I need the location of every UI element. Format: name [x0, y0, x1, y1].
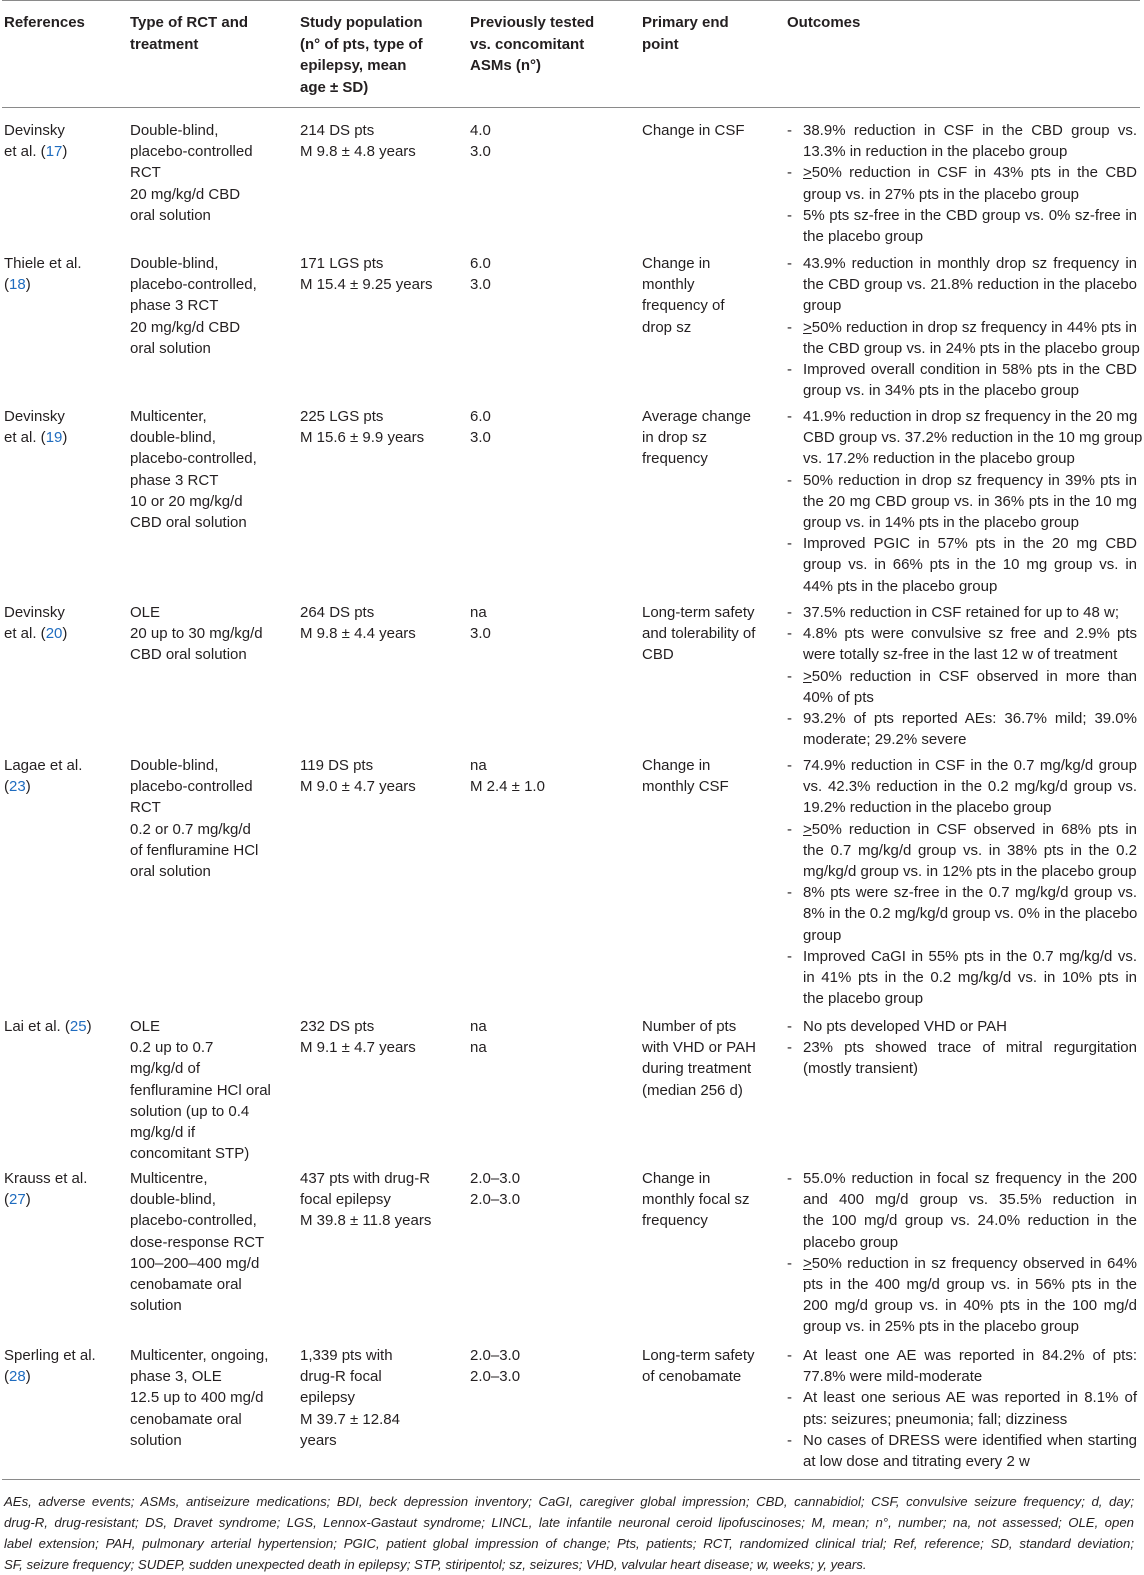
reference-line — [4, 274, 128, 295]
trial-type-line: Double-blind, — [130, 255, 219, 272]
asms-line: na — [470, 604, 487, 621]
trial-type-line: of fenfluramine HCl — [130, 841, 259, 859]
author-text: et al. ( — [4, 143, 46, 161]
study-population-line: 119 DS pts — [300, 757, 374, 774]
study-population-cell — [300, 253, 468, 295]
trial-type-line: double-blind, — [130, 429, 216, 447]
asms-line: 3.0 — [470, 429, 491, 447]
study-population-line: 1,339 pts with — [300, 1347, 393, 1364]
trial-type-line: double-blind, — [130, 1191, 216, 1209]
study-population-line: M 9.8 ± 4.8 years — [300, 143, 416, 161]
author-text: et al. ( — [4, 625, 46, 643]
outcome-line: group — [803, 926, 842, 944]
outcomes-cell — [787, 755, 1137, 1009]
citation-number: 25 — [69, 1018, 87, 1035]
primary-end-point-line: Long-term safety — [642, 604, 755, 621]
outcome-line: group vs. in 27% pts in the placebo group — [803, 185, 1080, 203]
study-population-cell — [300, 1016, 468, 1058]
outcome-line: - 41.9% reduction in drop sz frequency in the 20 mg — [787, 406, 1137, 427]
outcome-line: group vs. in 14% pts in the placebo group — [803, 514, 1080, 532]
primary-end-point-line: frequency — [642, 1212, 708, 1230]
trial-type-line: Double-blind, — [130, 122, 219, 139]
outcome-line: the CBD group vs. in 24% pts in the placebo group — [803, 339, 1140, 357]
trial-type-line: dose-response RCT — [130, 1233, 265, 1251]
outcome-line: vs. 42.3% reduction in the 0.2 mg/kg/d group vs. — [803, 778, 1137, 796]
reference-cell — [4, 253, 128, 295]
outcomes-cell — [787, 1345, 1137, 1472]
author-text: Thiele et al. — [4, 255, 82, 272]
header-line: Study population — [300, 14, 423, 31]
trial-type-line: CBD oral solution — [130, 514, 247, 532]
ge-symbol: > — [803, 1254, 812, 1272]
outcome-line: pts: seizures; pneumonia; fall; dizziness — [803, 1410, 1068, 1428]
trial-type-line: 0.2 or 0.7 mg/kg/d — [130, 820, 251, 838]
asms-cell — [470, 1345, 640, 1387]
asms-cell — [470, 1016, 640, 1058]
outcome-line: - At least one serious AE was reported in 8.1% of — [787, 1387, 1137, 1408]
study-population-line: M 15.4 ± 9.25 years — [300, 276, 433, 294]
asms-cell — [470, 253, 640, 295]
outcome-line: - 23% pts showed trace of mitral regurgitation — [787, 1037, 1137, 1058]
outcome-line: 13.3% in reduction in the placebo group — [803, 143, 1068, 161]
outcome-line: were totally sz-free in the last 12 w of treatment — [803, 646, 1118, 664]
primary-end-point-cell — [642, 253, 785, 338]
asms-line: 6.0 — [470, 408, 491, 425]
trial-type-cell — [130, 1016, 298, 1164]
reference-cell — [4, 1168, 128, 1210]
reference-cell — [4, 120, 128, 162]
outcome-line: - >50% reduction in CSF in 43% pts in the CBD — [787, 162, 1137, 183]
reference-line — [4, 141, 128, 162]
trial-type-cell — [130, 755, 298, 882]
trial-type-line: Double-blind, — [130, 757, 219, 774]
outcome-line: group vs. in 34% pts in the placebo group — [803, 382, 1080, 400]
header-line: age ± SD) — [300, 78, 369, 96]
trial-type-line: cenobamate oral — [130, 1410, 242, 1428]
trial-type-line: placebo-controlled, — [130, 1212, 257, 1230]
primary-end-point-line: monthly — [642, 276, 695, 294]
header-line: treatment — [130, 35, 199, 53]
trial-type-line: Multicenter, — [130, 408, 207, 425]
reference-line — [4, 406, 128, 427]
study-population-line: focal epilepsy — [300, 1191, 391, 1209]
reference-line — [4, 755, 128, 776]
outcome-line: - Improved CaGI in 55% pts in the 0.7 mg/kg/d vs. — [787, 946, 1137, 967]
author-text: Devinsky — [4, 122, 65, 139]
primary-end-point-line: Change in — [642, 757, 711, 774]
primary-end-point-cell — [642, 406, 785, 470]
footnote-line: AEs, adverse events; ASMs, antiseizure medications; BDI, beck depression inventory; CaGI, caregiver global impression; CBD, cannabidiol; CSF, convulsive seizure frequency; d, day; — [4, 1494, 1134, 1509]
outcome-line: 200 mg/d group vs. in 40% pts in the 100 mg/d — [803, 1297, 1137, 1315]
trial-type-line: 10 or 20 mg/kg/d — [130, 492, 243, 510]
table-footnote — [4, 1491, 1134, 1575]
reference-cell — [4, 1016, 128, 1037]
outcome-line: CBD group vs. 37.2% reduction in the 10 mg group — [803, 429, 1143, 447]
primary-end-point-line: monthly focal sz — [642, 1191, 750, 1209]
study-population-line: years — [300, 1431, 337, 1449]
trial-type-line: Multicenter, ongoing, — [130, 1347, 269, 1364]
primary-end-point-cell — [642, 1016, 785, 1101]
primary-end-point-line: in drop sz — [642, 429, 708, 447]
citation-number: 19 — [45, 429, 63, 447]
study-population-cell — [300, 406, 468, 448]
outcome-line: 8% in the 0.2 mg/kg/d group vs. 0% in the placebo — [803, 905, 1138, 923]
outcome-line: - >50% reduction in drop sz frequency in 44% pts in — [787, 317, 1137, 338]
primary-end-point-line: Average change — [642, 408, 751, 425]
reference-line — [4, 1168, 128, 1189]
study-population-line: drug-R focal — [300, 1368, 382, 1386]
trial-type-line: concomitant STP) — [130, 1145, 250, 1163]
table-bottom-rule — [2, 1479, 1140, 1480]
primary-end-point-line: and tolerability of — [642, 625, 756, 643]
outcome-line: vs. 17.2% reduction in the placebo group — [803, 450, 1075, 468]
outcome-line: the CBD group vs. 21.8% reduction in the placebo — [803, 276, 1137, 294]
outcome-line: - 93.2% of pts reported AEs: 36.7% mild; 39.0% — [787, 708, 1137, 729]
primary-end-point-line: frequency — [642, 450, 708, 468]
primary-end-point-line: (median 256 d) — [642, 1081, 743, 1099]
trial-type-line: OLE — [130, 604, 161, 621]
primary-end-point-cell — [642, 1345, 785, 1387]
study-population-line: 214 DS pts — [300, 122, 375, 139]
trial-type-line: solution — [130, 1297, 182, 1315]
outcome-line: - Improved overall condition in 58% pts in the CBD — [787, 359, 1137, 380]
trial-type-line: oral solution — [130, 863, 211, 881]
reference-line — [4, 602, 128, 623]
primary-end-point-cell — [642, 755, 785, 797]
asms-line: 3.0 — [470, 276, 491, 294]
trial-type-line: 0.2 up to 0.7 — [130, 1039, 214, 1057]
asms-cell — [470, 406, 640, 448]
primary-end-point-cell — [642, 120, 785, 141]
primary-end-point-line: CBD — [642, 646, 674, 664]
author-text: ) — [25, 1368, 31, 1386]
outcome-line: - 55.0% reduction in focal sz frequency in the 200 — [787, 1168, 1137, 1189]
footnote-line: SF, seizure frequency; SUDEP, sudden unexpected death in epilepsy; STP, stiripentol; sz, seizures; VHD, valvular heart disease; w, weeks; y, years. — [4, 1557, 867, 1572]
author-text: Devinsky — [4, 408, 65, 425]
trial-type-line: solution — [130, 1431, 182, 1449]
author-text: ( — [4, 1368, 9, 1386]
primary-end-point-line: Number of pts — [642, 1018, 737, 1035]
author-text: ) — [62, 625, 68, 643]
primary-end-point-line: frequency of — [642, 297, 725, 315]
trial-type-line: 20 mg/kg/d CBD — [130, 185, 241, 203]
trial-type-line: solution (up to 0.4 — [130, 1102, 250, 1120]
author-text: ) — [25, 778, 31, 796]
asms-line: na — [470, 1039, 487, 1057]
outcome-line: - 50% reduction in drop sz frequency in 39% pts in — [787, 470, 1137, 491]
author-text: ) — [62, 143, 68, 161]
trial-type-cell — [130, 120, 298, 226]
trial-type-cell — [130, 406, 298, 533]
primary-end-point-cell — [642, 602, 785, 666]
primary-end-point-line: Change in — [642, 1170, 711, 1187]
author-text: ( — [4, 1191, 9, 1209]
outcome-line: - Improved PGIC in 57% pts in the 20 mg CBD — [787, 533, 1137, 554]
primary-end-point-line: monthly CSF — [642, 778, 729, 796]
asms-line: 2.0–3.0 — [470, 1170, 521, 1187]
citation-number: 20 — [45, 625, 63, 643]
header-line: epilepsy, mean — [300, 57, 407, 74]
asms-line: 3.0 — [470, 143, 491, 161]
trial-type-cell — [130, 253, 298, 359]
reference-line — [4, 253, 128, 274]
outcome-line: - >50% reduction in sz frequency observed in 64% — [787, 1253, 1137, 1274]
asms-cell — [470, 1168, 640, 1210]
header-line: (n° of pts, type of — [300, 35, 423, 53]
study-population-cell — [300, 602, 468, 644]
reference-line — [4, 776, 128, 797]
author-text: ( — [4, 276, 9, 294]
header-reference — [4, 12, 128, 34]
outcome-line: the placebo group — [803, 990, 924, 1008]
outcome-line: - 43.9% reduction in monthly drop sz frequency in — [787, 253, 1137, 274]
reference-line — [4, 1016, 128, 1037]
citation-number: 23 — [9, 778, 26, 796]
outcome-line: 77.8% were mild-moderate — [803, 1368, 983, 1386]
trial-type-line: 100–200–400 mg/d — [130, 1254, 260, 1272]
outcome-line: 19.2% reduction in the placebo group — [803, 799, 1052, 817]
study-population-cell — [300, 755, 468, 797]
footnote-line: label extension; PAH, pulmonary arterial hypertension; PGIC, patient global impression of change; Pts, patients; RCT, randomized clinical trial; Ref, reference; SD, standard deviation; — [4, 1536, 1134, 1551]
trial-type-line: 20 up to 30 mg/kg/d — [130, 625, 263, 643]
primary-end-point-line: with VHD or PAH — [642, 1039, 756, 1057]
outcome-line: placebo group — [803, 1233, 899, 1251]
outcome-line: the placebo group — [803, 228, 924, 246]
study-population-line: M 39.8 ± 11.8 years — [300, 1212, 432, 1230]
primary-end-point-line: drop sz — [642, 318, 692, 336]
trial-type-line: CBD oral solution — [130, 646, 247, 664]
study-population-line: M 9.1 ± 4.7 years — [300, 1039, 416, 1057]
author-text: ( — [4, 778, 9, 796]
study-population-cell — [300, 1345, 468, 1451]
asms-cell — [470, 120, 640, 162]
study-population-cell — [300, 120, 468, 162]
author-text: ) — [25, 276, 31, 294]
outcomes-cell — [787, 253, 1140, 401]
study-population-line: M 9.8 ± 4.4 years — [300, 625, 416, 643]
trial-type-cell — [130, 1345, 298, 1451]
primary-end-point-line: of cenobamate — [642, 1368, 742, 1386]
study-population-cell — [300, 1168, 468, 1232]
trial-type-line: 12.5 up to 400 mg/d — [130, 1389, 264, 1407]
footnote-line: drug-R, drug-resistant; DS, Dravet syndrome; LGS, Lennox-Gastaut syndrome; LINCL, late infantile neuronal ceroid lipofuscinoses; M, mean; n°, number; na, not assessed; OLE, open — [4, 1515, 1134, 1530]
ge-symbol: > — [803, 820, 812, 838]
asms-line: 6.0 — [470, 255, 491, 272]
trial-type-line: RCT — [130, 799, 161, 817]
table-top-rule — [2, 0, 1140, 1]
trial-type-line: placebo-controlled — [130, 143, 253, 161]
author-text: ) — [86, 1018, 92, 1035]
outcome-line: group — [803, 297, 842, 315]
header-asms — [470, 12, 640, 77]
author-text: Sperling et al. — [4, 1347, 96, 1364]
outcome-line: - 37.5% reduction in CSF retained for up to 48 w; — [787, 602, 1137, 623]
author-text: Devinsky — [4, 604, 65, 621]
reference-line — [4, 1189, 128, 1210]
reference-line — [4, 1366, 128, 1387]
study-population-line: M 39.7 ± 12.84 — [300, 1410, 400, 1428]
asms-cell — [470, 602, 640, 644]
trial-type-line: mg/kg/d of — [130, 1060, 201, 1078]
outcome-line: the 100 mg/d group vs. 24.0% reduction in the — [803, 1212, 1137, 1230]
header-line: Previously tested — [470, 14, 595, 31]
asms-line: 2.0–3.0 — [470, 1191, 521, 1209]
trial-type-line: mg/kg/d if — [130, 1124, 196, 1142]
study-population-line: M 15.6 ± 9.9 years — [300, 429, 425, 447]
outcomes-cell — [787, 1168, 1137, 1338]
reference-line — [4, 623, 128, 644]
outcome-line: - No pts developed VHD or PAH — [787, 1016, 1137, 1037]
author-text: et al. ( — [4, 429, 46, 447]
trial-type-line: RCT — [130, 164, 161, 182]
outcome-line: - 5% pts sz-free in the CBD group vs. 0% sz-free in — [787, 205, 1137, 226]
outcome-line: the 0.7 mg/kg/d group vs. in 38% pts in the 0.2 — [803, 841, 1137, 859]
study-population-line: M 9.0 ± 4.7 years — [300, 778, 416, 796]
ge-symbol: > — [803, 667, 812, 685]
header-line: ASMs (n°) — [470, 57, 541, 74]
asms-line: M 2.4 ± 1.0 — [470, 778, 545, 796]
author-text: Lai et al. ( — [4, 1018, 70, 1035]
outcome-line: the 20 mg CBD group vs. in 36% pts in the 10 mg — [803, 492, 1137, 510]
author-text: Krauss et al. — [4, 1170, 88, 1187]
study-population-line: epilepsy — [300, 1389, 356, 1407]
citation-number: 28 — [9, 1368, 26, 1386]
header-line: Type of RCT and — [130, 14, 249, 31]
outcome-line: - 38.9% reduction in CSF in the CBD group vs. — [787, 120, 1137, 141]
outcomes-cell — [787, 1016, 1137, 1080]
study-population-line: 232 DS pts — [300, 1018, 375, 1035]
study-population-line: 171 LGS pts — [300, 255, 384, 272]
study-population-line: 225 LGS pts — [300, 408, 384, 425]
trial-type-line: placebo-controlled — [130, 778, 253, 796]
header-bottom-rule — [2, 107, 1140, 108]
asms-cell — [470, 755, 640, 797]
citation-number: 18 — [9, 276, 26, 294]
reference-cell — [4, 406, 128, 448]
author-text: Lagae et al. — [4, 757, 83, 774]
trial-type-line: fenfluramine HCl oral — [130, 1081, 271, 1099]
reference-line — [4, 427, 128, 448]
outcome-line: - 74.9% reduction in CSF in the 0.7 mg/kg/d group — [787, 755, 1137, 776]
trial-type-line: phase 3 RCT — [130, 471, 219, 489]
study-population-line: 264 DS pts — [300, 604, 375, 621]
asms-line: 2.0–3.0 — [470, 1368, 521, 1386]
trial-type-cell — [130, 602, 298, 666]
outcome-line: - 8% pts were sz-free in the 0.7 mg/kg/d group vs. — [787, 882, 1137, 903]
outcome-line: group vs. in 66% pts in the 10 mg group vs. in — [803, 556, 1137, 574]
trial-type-line: OLE — [130, 1018, 161, 1035]
outcome-line: - No cases of DRESS were identified when starting — [787, 1430, 1137, 1451]
reference-cell — [4, 602, 128, 644]
trial-type-line: 20 mg/kg/d CBD — [130, 318, 241, 336]
citation-number: 17 — [45, 143, 63, 161]
outcome-line: 40% of pts — [803, 688, 874, 706]
primary-end-point-line: Long-term safety — [642, 1347, 755, 1364]
outcomes-cell — [787, 120, 1137, 247]
trial-type-line: oral solution — [130, 339, 211, 357]
author-text: ) — [25, 1191, 31, 1209]
outcome-line: and 400 mg/d group vs. 35.5% reduction in — [803, 1191, 1137, 1209]
outcome-line: (mostly transient) — [803, 1060, 919, 1078]
ge-symbol: > — [803, 164, 812, 182]
trial-type-line: placebo-controlled, — [130, 276, 257, 294]
header-primary-end-point — [642, 12, 785, 55]
outcome-line: 44% pts in the placebo group — [803, 577, 998, 595]
header-line: References — [4, 14, 85, 31]
asms-line: na — [470, 1018, 487, 1035]
outcome-line: - >50% reduction in CSF observed in 68% pts in — [787, 819, 1137, 840]
outcome-line: in 41% pts in the 0.2 mg/kg/d vs. in 10% pts in — [803, 969, 1137, 987]
trial-type-line: oral solution — [130, 206, 211, 224]
header-line: point — [642, 35, 679, 53]
citation-number: 27 — [9, 1191, 26, 1209]
study-population-line: 437 pts with drug-R — [300, 1170, 431, 1187]
asms-line: 2.0–3.0 — [470, 1347, 521, 1364]
trial-type-line: cenobamate oral — [130, 1276, 242, 1294]
outcome-line: mg/kg/d group vs. in 12% pts in the placebo group — [803, 863, 1137, 881]
header-study-population — [300, 12, 468, 98]
outcome-line: moderate; 29.2% severe — [803, 731, 967, 749]
trial-type-line: phase 3, OLE — [130, 1368, 222, 1386]
primary-end-point-line: during treatment — [642, 1060, 752, 1078]
asms-line: 4.0 — [470, 122, 491, 139]
outcomes-cell — [787, 406, 1143, 597]
reference-line — [4, 120, 128, 141]
outcomes-cell — [787, 602, 1137, 750]
asms-line: na — [470, 757, 487, 774]
outcome-line: - >50% reduction in CSF observed in more than — [787, 666, 1137, 687]
outcome-line: pts in the 400 mg/d group vs. in 56% pts in the — [803, 1276, 1137, 1294]
trial-type-line: Multicentre, — [130, 1170, 208, 1187]
primary-end-point-line: Change in CSF — [642, 122, 745, 139]
outcome-line: at low dose and titrating every 2 w — [803, 1453, 1030, 1471]
reference-cell — [4, 1345, 128, 1387]
reference-line — [4, 1345, 128, 1366]
header-line: vs. concomitant — [470, 35, 585, 53]
reference-cell — [4, 755, 128, 797]
ge-symbol: > — [803, 318, 812, 336]
header-outcomes — [787, 12, 1137, 34]
header-trial-type — [130, 12, 298, 55]
header-line: Outcomes — [787, 14, 861, 31]
outcome-line: group vs. in 25% pts in the placebo group — [803, 1318, 1080, 1336]
outcome-line: - At least one AE was reported in 84.2% of pts: — [787, 1345, 1137, 1366]
outcome-line: - 4.8% pts were convulsive sz free and 2.9% pts — [787, 623, 1137, 644]
asms-line: 3.0 — [470, 625, 491, 643]
trial-type-cell — [130, 1168, 298, 1316]
primary-end-point-line: Change in — [642, 255, 711, 272]
primary-end-point-cell — [642, 1168, 785, 1232]
trial-type-line: phase 3 RCT — [130, 297, 219, 315]
header-line: Primary end — [642, 14, 729, 31]
trial-type-line: placebo-controlled, — [130, 450, 257, 468]
author-text: ) — [62, 429, 68, 447]
